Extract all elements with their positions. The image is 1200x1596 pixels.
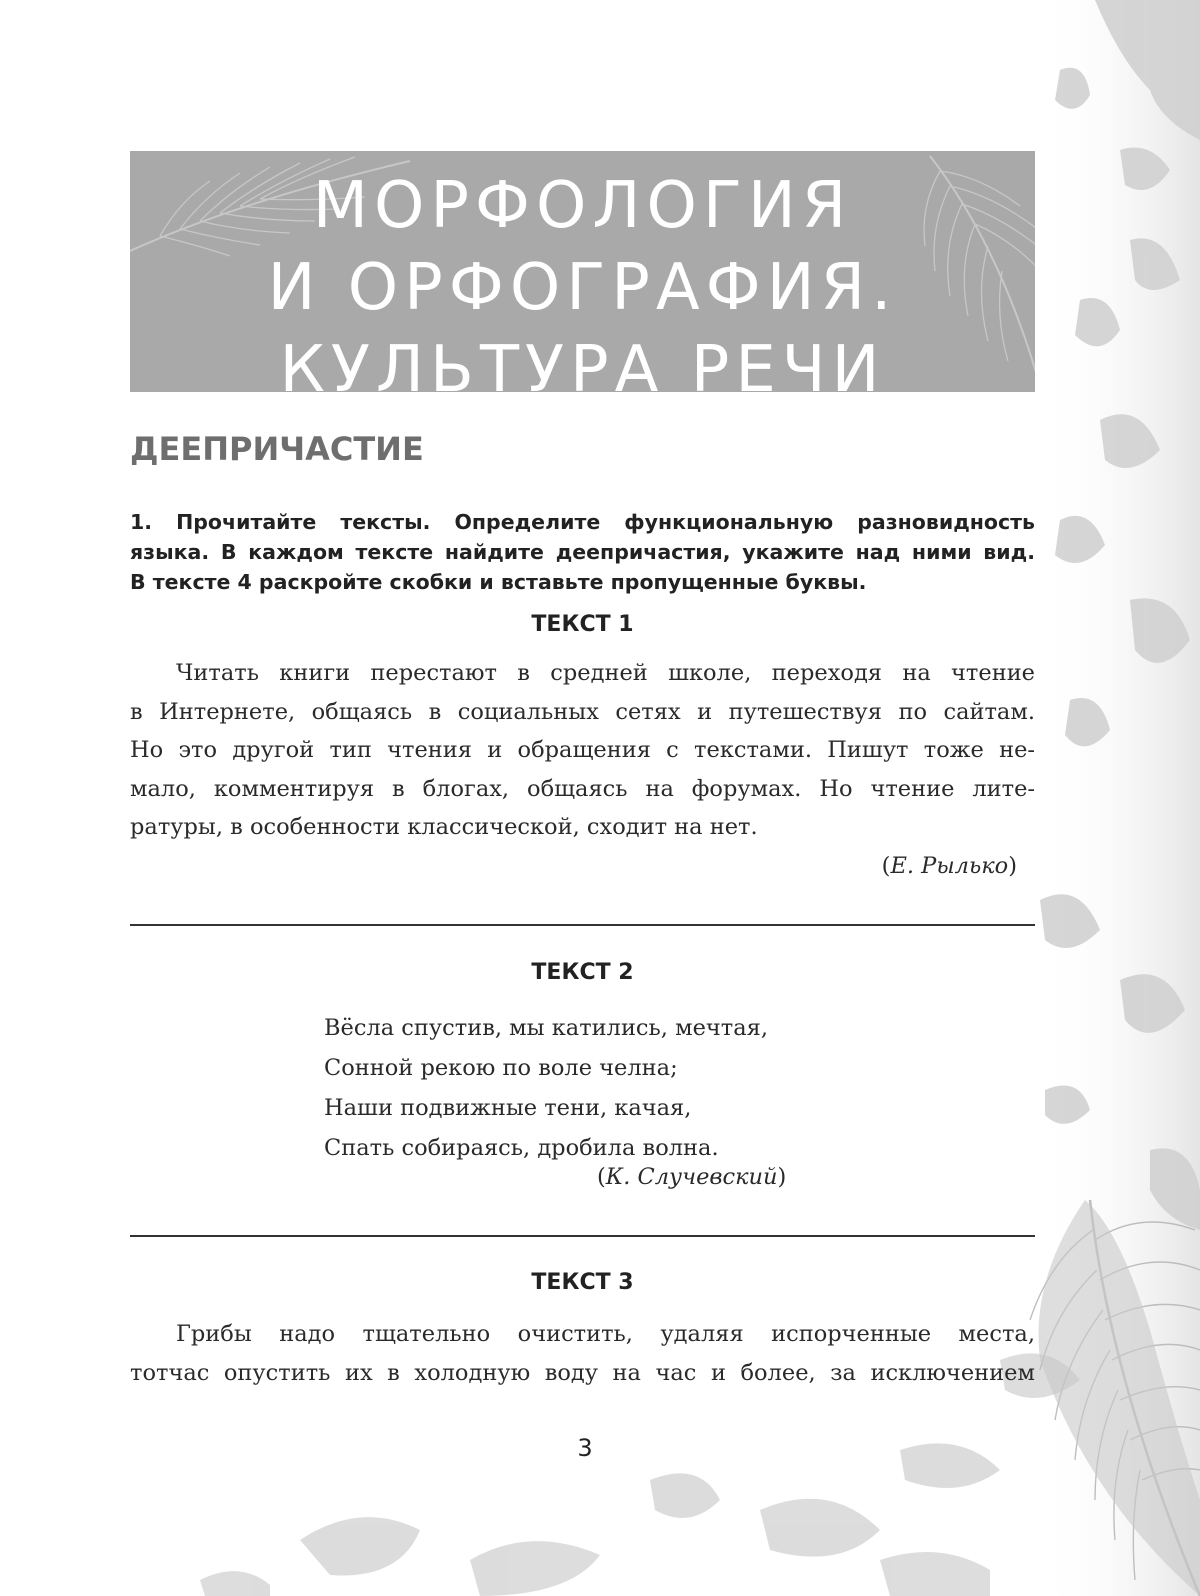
text1-line: в Интернете, общаясь в социальных сетях и путешествуя по сайтам. [130, 698, 1035, 725]
poem-line: Спать собираясь, дробила волна. [324, 1135, 719, 1161]
text3-heading: ТЕКСТ 3 [531, 1270, 634, 1295]
divider [130, 1235, 1035, 1237]
text1-line: Но это другой тип чтения и обращения с текстами. Пишут тоже не- [130, 737, 1035, 763]
text1-author-name: Е. Рылько [890, 853, 1009, 879]
text2-author: (К. Случевский) [597, 1164, 787, 1190]
text1-line: Читать книги перестают в средней школе, переходя на чтение [176, 660, 1035, 686]
task-line: языка. В каждом тексте найдите деепричастия, укажите над ними вид. [130, 540, 1035, 564]
section-heading: ДЕЕПРИЧАСТИЕ [130, 430, 424, 468]
task-instructions [130, 507, 1035, 597]
poem-line: Вёсла спустив, мы катились, мечтая, [324, 1015, 768, 1041]
text1-line: ратуры, в особенности классической, сходит на нет. [130, 814, 758, 840]
divider [130, 924, 1035, 926]
text1-line: мало, комментируя в блогах, общаясь на форумах. Но чтение лите- [130, 775, 1035, 802]
text1-heading: ТЕКСТ 1 [531, 612, 634, 637]
text2-heading: ТЕКСТ 2 [531, 960, 634, 985]
text2-author-name: К. Случевский [605, 1164, 778, 1190]
task-line: В тексте 4 раскройте скобки и вставьте пропущенные буквы. [130, 570, 867, 594]
page-number: 3 [577, 1434, 593, 1462]
text1-body [130, 654, 1035, 847]
poem-line: Сонной рекою по воле челна; [324, 1055, 678, 1081]
chapter-title-line: МОРФОЛОГИЯ [312, 169, 853, 243]
poem-line: Наши подвижные тени, качая, [324, 1095, 692, 1121]
text1-author: (Е. Рылько) [881, 853, 1017, 879]
text3-line: тотчас опустить их в холодную воду на час и более, за исключением [130, 1359, 1035, 1386]
task-line: 1. Прочитайте тексты. Определите функциональную разновидность [130, 510, 1035, 534]
text3-body [130, 1315, 1035, 1392]
chapter-title-line: И ОРФОГРАФИЯ. [267, 251, 898, 325]
text3-line: Грибы надо тщательно очистить, удаляя испорченные места, [176, 1321, 1035, 1347]
chapter-title-line: КУЛЬТУРА РЕЧИ [279, 333, 886, 392]
text2-poem [324, 1008, 768, 1168]
chapter-banner [130, 151, 1035, 392]
chapter-title [130, 165, 1035, 392]
